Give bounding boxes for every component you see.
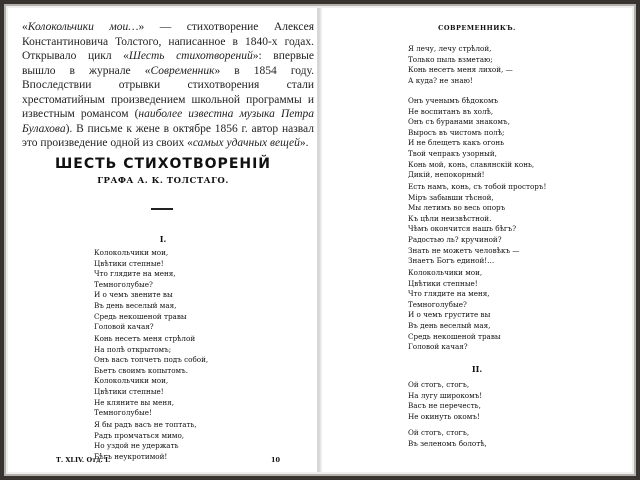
poem-cycle-title: ШЕСТЬ СТИХОТВОРЕНІЙ: [54, 156, 272, 172]
poem-stanza: Я бы радъ васъ не топтать, Радъ промчаться мимо, Но уздой не удержать Бѣгъ неукротимой!: [94, 420, 197, 461]
poem-cycle-author: ГРАФА А. К. ТОЛСТАГО.: [97, 176, 229, 186]
intro-quote: Колокольчики мои…: [27, 21, 139, 33]
poem-stanza: Онъ ученымъ бѣдокомъ Не воспитанъ въ холѣ, Онъ съ буранами знакомъ, Выросъ въ чистомъ полѣ; И не блещетъ какъ огонь Твой чепракъ узорный, Конь мой, конь, славянскій конь, Дикій, непокорный!: [408, 96, 535, 180]
intro-text: » — стихотворение Алексея Константиновича Толстого, написанное в 1840-х годах. Открывало цикл «: [22, 21, 314, 62]
running-head: СОВРЕМЕННИКЪ.: [438, 24, 516, 32]
page-footer: [56, 456, 296, 464]
left-page: [8, 8, 318, 472]
intro-paragraph: [22, 20, 314, 151]
intro-text: »: впервые вышло в журнале «: [22, 50, 314, 77]
intro-text: «: [22, 21, 28, 33]
section-number: II.: [471, 364, 483, 374]
volume-mark: Т. XLIV. Отд. I.: [56, 456, 111, 464]
title-divider: [151, 208, 173, 210]
page-number: 10: [271, 456, 281, 464]
intro-quote: Шесть стихотворений: [128, 50, 253, 62]
right-page: [322, 8, 632, 472]
intro-text: ). В письме к жене в октябре 1856 г. автор назвал это произведение одной из своих «: [22, 122, 314, 149]
poem-stanza: Колокольчики мои, Цвѣтики степные! Что глядите на меня, Темноголубые? И о чемъ звените вы Въ день веселый мая, Средь некошеной травы Головой качая?: [94, 248, 187, 332]
poem-stanza: Ой стогъ, стогъ, Въ зеленомъ болотѣ,: [408, 428, 487, 448]
poem-stanza: Я лечу, лечу стрѣлой, Только пыль взметаю; Конь несетъ меня лихой, — А куда? не знаю!: [408, 44, 513, 85]
poem-stanza: Колокольчики мои, Цвѣтики степные! Что глядите на меня, Темноголубые? И о чемъ грустите вы Въ день веселый мая, Средь некошеной травы Головой качая?: [408, 268, 501, 352]
poem-stanza: Ой стогъ, стогъ, На лугу широкомъ! Васъ не перечесть, Не окинуть окомъ!: [408, 380, 483, 421]
intro-quote: Современник: [150, 64, 215, 77]
section-number: I.: [159, 234, 167, 244]
intro-text: » в 1854 году. Впоследствии отрывки стихотворения стали хрестоматийным произведением школьной программы и известным романсом (: [22, 64, 314, 120]
poem-stanza: Есть намъ, конь, съ тобой просторъ! Міръ забывши тѣсной, Мы летимъ во весь опоръ Къ цѣли неизвѣстной. Чѣмъ окончится нашъ бѣгъ? Радостью ль? кручиной? Знать не можетъ человѣкъ — Знаетъ Богъ единой!…: [408, 182, 547, 266]
poem-stanza: Конь несетъ меня стрѣлой На полѣ открытомъ; Онъ васъ топчетъ подъ собой, Бьетъ своимъ копытомъ. Колокольчики мои, Цвѣтики степные! Не кляните вы меня, Темноголубые!: [94, 334, 209, 418]
intro-quote: наиболее известна музыка Петра Булахова: [22, 108, 315, 135]
intro-quote: самых удачных вещей: [192, 137, 300, 149]
intro-text: ».: [299, 137, 309, 149]
